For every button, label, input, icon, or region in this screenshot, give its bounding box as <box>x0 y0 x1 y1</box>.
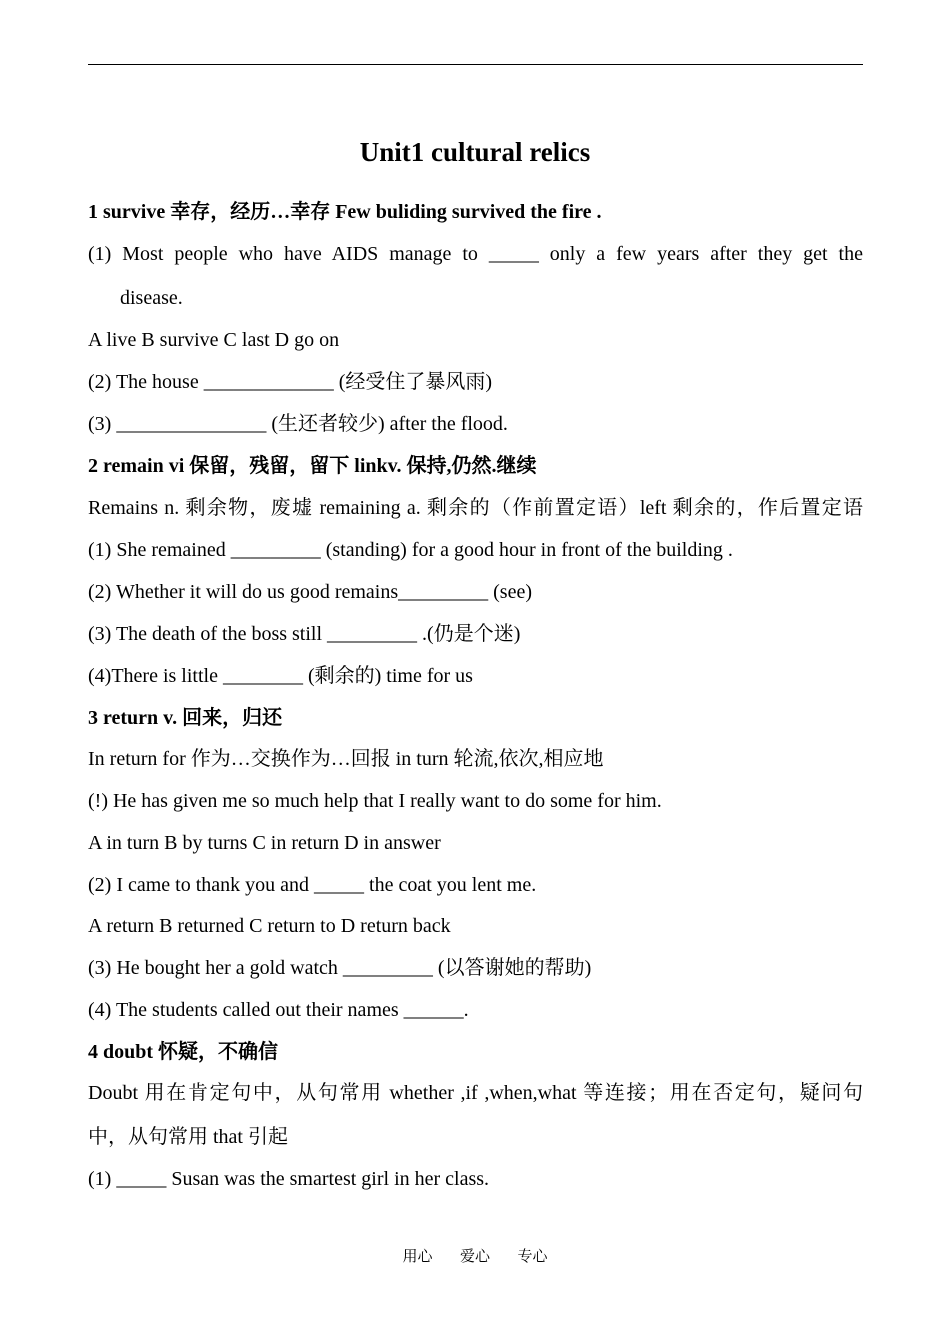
vocab-note: Remains n. 剩余物，废墟 remaining a. 剩余的（作前置定语）left 剩余的，作后置定语 <box>88 497 863 519</box>
vocab-note-continued: 中，从句常用 that 引起 <box>88 1126 288 1148</box>
question-line: (1) _____ Susan was the smartest girl in her class. <box>88 1168 490 1190</box>
question-line: (2) I came to thank you and _____ the coat you lent me. <box>88 874 537 896</box>
question-line: (2) The house _____________ (经受住了暴风雨) <box>88 371 493 393</box>
question-line: (1) Most people who have AIDS manage to _____ only a few years after they get the <box>88 243 863 265</box>
page-footer: 用心 爱心 专心 <box>402 1249 548 1265</box>
question-line: (1) She remained _________ (standing) for a good hour in front of the building . <box>88 539 733 561</box>
vocab-note: In return for 作为…交换作为…回报 in turn 轮流,依次,相应地 <box>88 748 604 770</box>
section-heading-doubt: 4 doubt 怀疑，不确信 <box>88 1041 279 1063</box>
question-line: (2) Whether it will do us good remains_________ (see) <box>88 581 532 603</box>
answer-options: A in turn B by turns C in return D in answer <box>88 832 441 854</box>
section-heading-return: 3 return v. 回来，归还 <box>88 707 283 729</box>
question-line: (4) The students called out their names ______. <box>88 999 469 1021</box>
question-line-continued: disease. <box>120 287 183 309</box>
vocab-note: Doubt 用在肯定句中，从句常用 whether ,if ,when,what 等连接；用在否定句，疑问句 <box>88 1082 863 1104</box>
answer-options: A return B returned C return to D return back <box>88 915 451 937</box>
header-rule <box>88 64 863 65</box>
document-title: Unit1 cultural relics <box>359 137 591 167</box>
section-heading-remain: 2 remain vi 保留，残留，留下 linkv. 保持,仍然.继续 <box>88 455 537 477</box>
question-line: (3) He bought her a gold watch _________ (以答谢她的帮助) <box>88 957 592 979</box>
question-line: (4)There is little ________ (剩余的) time for us <box>88 665 473 687</box>
question-line: (!) He has given me so much help that I really want to do some for him. <box>88 790 662 812</box>
answer-options: A live B survive C last D go on <box>88 329 340 351</box>
question-line: (3) _______________ (生还者较少) after the flood. <box>88 413 508 435</box>
question-line: (3) The death of the boss still _________ .(仍是个迷) <box>88 623 521 645</box>
section-heading-survive: 1 survive 幸存，经历…幸存 Few buliding survived the fire . <box>88 201 602 223</box>
